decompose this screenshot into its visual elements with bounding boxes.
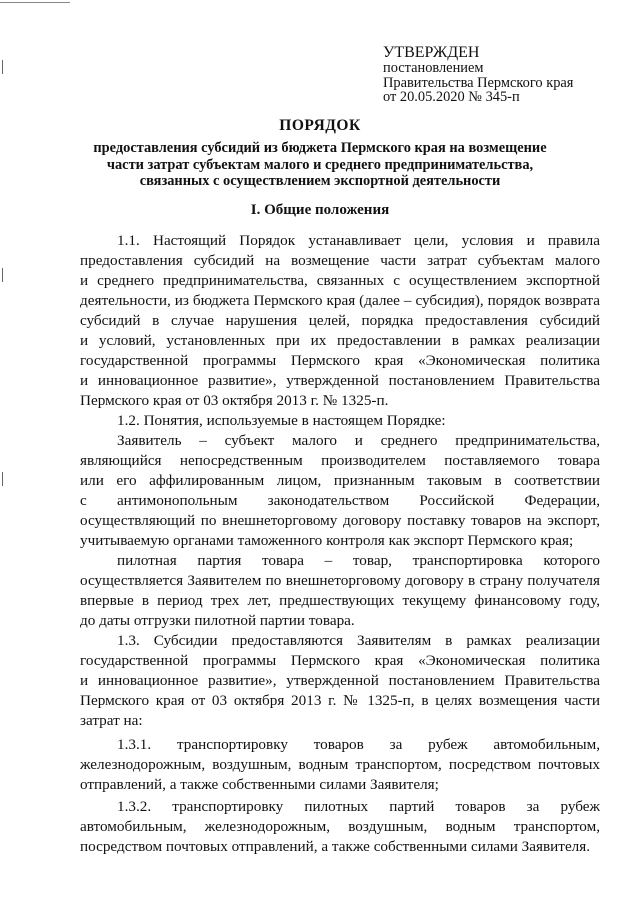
text-line: автомобильным, железнодорожным, воздушным, водным транспортом,	[80, 818, 600, 835]
text-line: пилотная партия товара – товар, транспортировка которого	[117, 552, 600, 569]
text-line: 1.3.2. транспортировку пилотных партий товаров за рубеж	[117, 798, 600, 815]
text-line: осуществляется Заявителем по внешнеторговому договору в страну получателя	[80, 572, 600, 589]
text-line: осуществляющий по внешнеторговому договору поставку товаров на экспорт,	[80, 512, 600, 529]
text-line: Пермского края от 03 октября 2013 г. № 1325-п.	[80, 392, 389, 409]
subtitle-line: части затрат субъектам малого и среднего предпринимательства,	[106, 156, 534, 173]
text-line: деятельности, из бюджета Пермского края (далее – субсидия), порядок возврата	[80, 292, 600, 309]
subtitle-line: связанных с осуществлением экспортной деятельности	[139, 173, 501, 189]
text-line: посредством почтовых отправлений, а также собственными силами Заявителя.	[80, 838, 591, 855]
scan-margin-mark	[2, 268, 3, 282]
text-line: Заявитель – субъект малого и среднего предпринимательства,	[117, 432, 600, 449]
document-title: ПОРЯДОК	[279, 117, 361, 134]
section-heading: I. Общие положения	[250, 202, 390, 218]
text-line: Пермского края от 03 октября 2013 г. № 1325-п, в целях возмещения части	[80, 692, 600, 709]
text-line: или его аффилированным лицом, признанным таковым в соответствии	[80, 472, 600, 489]
text-line: и среднего предпринимательства, связанных с осуществлением экспортной	[80, 272, 600, 289]
document-subtitle	[90, 140, 550, 190]
text-line: 1.3. Субсидии предоставляются Заявителям в рамках реализации	[117, 632, 600, 649]
scan-margin-mark	[2, 60, 3, 74]
text-line: и условий, установленных при их предоставлении в рамках реализации	[80, 332, 600, 349]
text-line: 1.1. Настоящий Порядок устанавливает цели, условия и правила	[117, 232, 600, 249]
approval-line: от 20.05.2020 № 345-п	[383, 89, 520, 105]
text-line: государственной программы Пермского края «Экономическая политика	[80, 352, 600, 369]
scan-margin-mark	[2, 472, 3, 486]
text-line: и инновационное развитие», утвержденной постановлением Правительства	[80, 372, 600, 389]
text-line: государственной программы Пермского края «Экономическая политика	[80, 652, 600, 669]
approval-block	[383, 44, 573, 105]
text-line: отправлений, а также собственными силами Заявителя;	[80, 776, 439, 793]
text-line: затрат на:	[80, 712, 143, 729]
text-line: 1.2. Понятия, используемые в настоящем Порядке:	[117, 412, 446, 429]
approval-line: постановлением	[383, 60, 484, 76]
approval-line: Правительства Пермского края	[383, 74, 574, 91]
approval-title: УТВЕРЖДЕН	[383, 44, 480, 61]
text-line: предоставления субсидий на возмещение части затрат субъектам малого	[80, 252, 600, 269]
text-line: железнодорожным, воздушным, водным транспортом, посредством почтовых	[80, 756, 600, 773]
text-line: до даты отгрузки пилотной партии товара.	[80, 612, 355, 629]
text-line: 1.3.1. транспортировку товаров за рубеж автомобильным,	[117, 736, 600, 753]
text-line: и инновационное развитие», утвержденной постановлением Правительства	[80, 672, 600, 689]
subtitle-line: предоставления субсидий из бюджета Пермского края на возмещение	[93, 140, 547, 156]
text-line: с антимонопольным законодательством Российской Федерации,	[80, 492, 600, 509]
text-line: являющийся непосредственным производителем поставляемого товара	[80, 452, 600, 469]
scan-edge-line	[0, 2, 70, 3]
text-line: учитываемую органами таможенного контроля как экспорт Пермского края;	[80, 532, 574, 549]
text-line: впервые в период трех лет, предшествующих текущему финансовому году,	[80, 592, 600, 609]
text-line: субсидий в случае нарушения целей, порядка предоставления субсидий	[80, 312, 600, 329]
